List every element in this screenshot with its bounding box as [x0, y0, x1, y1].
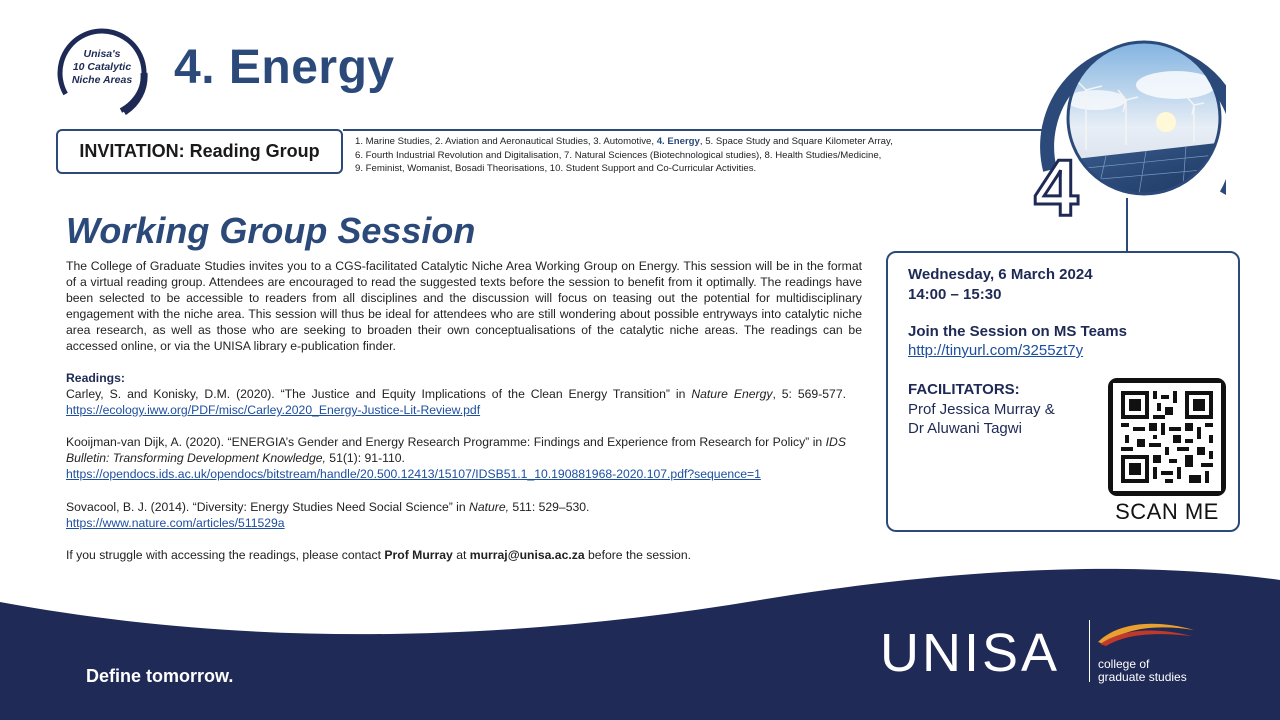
footer-band: [0, 560, 1280, 720]
reading-1-text-b: , 5: 569-577.: [772, 387, 846, 402]
reading-3-text-b: 511: 529–530.: [509, 499, 590, 514]
join-label: Join the Session on MS Teams: [908, 323, 1127, 340]
readings-section: [66, 370, 846, 563]
graphic-number: 4: [1034, 143, 1079, 232]
facilitators-label: FACILITATORS:: [908, 381, 1020, 398]
reading-3-link[interactable]: https://www.nature.com/articles/511529a: [66, 515, 285, 530]
reading-1-link[interactable]: https://ecology.iww.org/PDF/misc/Carley.2020_Energy-Justice-Lit-Review.pdf: [66, 403, 481, 418]
session-title: Working Group Session: [66, 210, 476, 251]
body-paragraph: The College of Graduate Studies invites you to a CGS-facilitated Catalytic Niche Area Working Group on Energy. This session will be in the format of a virtual reading group. Attendees are encouraged to read the suggested texts before the session to benefit from it optimally. The readings have been selected to be accessible to readers from all disciplines and the discussion will focus on teasing out the potential for multidisciplinary engagement with the niche area. This session will thus be ideal for attendees who are still wondering about possible entryways into catalytic niche area research, as well as those who are seeking to broaden their own conceptualisations of the catalytic niche areas. The readings can be accessed online, or via the UNISA library e-publication finder.: [66, 259, 862, 354]
reading-1-journal: Nature Energy: [691, 387, 773, 402]
session-time: 14:00 – 15:30: [908, 286, 1002, 303]
reading-1-text: Carley, S. and Konisky, D.M. (2020). “The Justice and Equity Implications of the Clean Energy Transition” in: [66, 387, 692, 402]
unisa-swoosh-icon: [1096, 618, 1196, 648]
unisa-divider: [1089, 620, 1090, 682]
contact-text-c: before the session.: [584, 547, 691, 562]
badge-line-3: Niche Areas: [71, 74, 133, 86]
contact-text-b: at: [452, 547, 470, 562]
niche-highlight: 4. Energy: [656, 136, 700, 147]
facilitator-2: Dr Aluwani Tagwi: [908, 420, 1022, 437]
session-date: Wednesday, 6 March 2024: [908, 266, 1093, 283]
badge-line-1: Unisa's: [83, 48, 121, 60]
niche-line-3: 9. Feminist, Womanist, Bosadi Theorisations, 10. Student Support and Co-Curricular Activities.: [355, 163, 757, 174]
reading-2-text: Kooijman-van Dijk, A. (2020). “ENERGIA’s Gender and Energy Research Programme: Findings and Experience from Research for Policy” in: [66, 435, 826, 450]
reading-2-journal: IDS Bulletin: Transforming Development Knowledge,: [66, 435, 846, 466]
footer-tagline: Define tomorrow.: [86, 666, 234, 686]
niche-text: , 5. Space Study and Square Kilometer Array,: [699, 136, 893, 147]
contact-text: If you struggle with accessing the readings, please contact: [66, 547, 385, 562]
college-label: [1098, 658, 1187, 684]
scan-me-label: SCAN ME: [1115, 499, 1219, 524]
graphic-connector-line: [1126, 198, 1128, 252]
invitation-label: INVITATION: Reading Group: [79, 141, 320, 161]
college-line-1: college of: [1098, 657, 1150, 671]
niche-areas-badge: [54, 26, 150, 120]
niche-areas-list: [355, 135, 1035, 176]
reading-2-text-b: 51(1): 91-110.: [325, 451, 405, 466]
niche-line-2: 6. Fourth Industrial Revolution and Digitalisation, 7. Natural Sciences (Biotechnological studies), 8. Health Studies/Medicine,: [355, 149, 882, 161]
join-link[interactable]: http://tinyurl.com/3255zt7y: [908, 342, 1084, 359]
page-title: 4. Energy: [174, 41, 395, 94]
niche-line-1: [355, 135, 1035, 149]
contact-email[interactable]: murraj@unisa.ac.za: [469, 547, 585, 562]
badge-line-2: 10 Catalytic: [72, 61, 132, 73]
unisa-wordmark: UNISA: [880, 623, 1061, 683]
reading-2: [66, 434, 846, 466]
reading-3: [66, 499, 846, 515]
college-line-2: graduate studies: [1098, 670, 1187, 684]
qr-code-icon: [1113, 383, 1221, 491]
invitation-box: [56, 129, 343, 174]
reading-3-journal: Nature,: [469, 499, 510, 514]
session-info-box: [886, 251, 1240, 532]
reading-3-text: Sovacool, B. J. (2014). “Diversity: Energy Studies Need Social Science” in: [66, 499, 470, 514]
footer-wave-icon: [0, 560, 1280, 720]
reading-2-link[interactable]: https://opendocs.ids.ac.uk/opendocs/bitstream/handle/20.500.12413/15107/IDSB51.1_10.190881968-2020.107.pdf?sequence=1: [66, 467, 761, 482]
niche-text: 1. Marine Studies, 2. Aviation and Aeronautical Studies, 3. Automotive,: [355, 136, 657, 147]
qr-code[interactable]: [1108, 378, 1226, 496]
facilitator-1: Prof Jessica Murray &: [908, 401, 1055, 418]
reading-1: [66, 386, 846, 418]
contact-name: Prof Murray: [384, 547, 453, 562]
header-divider: [343, 129, 1043, 131]
readings-heading: Readings:: [66, 371, 125, 385]
